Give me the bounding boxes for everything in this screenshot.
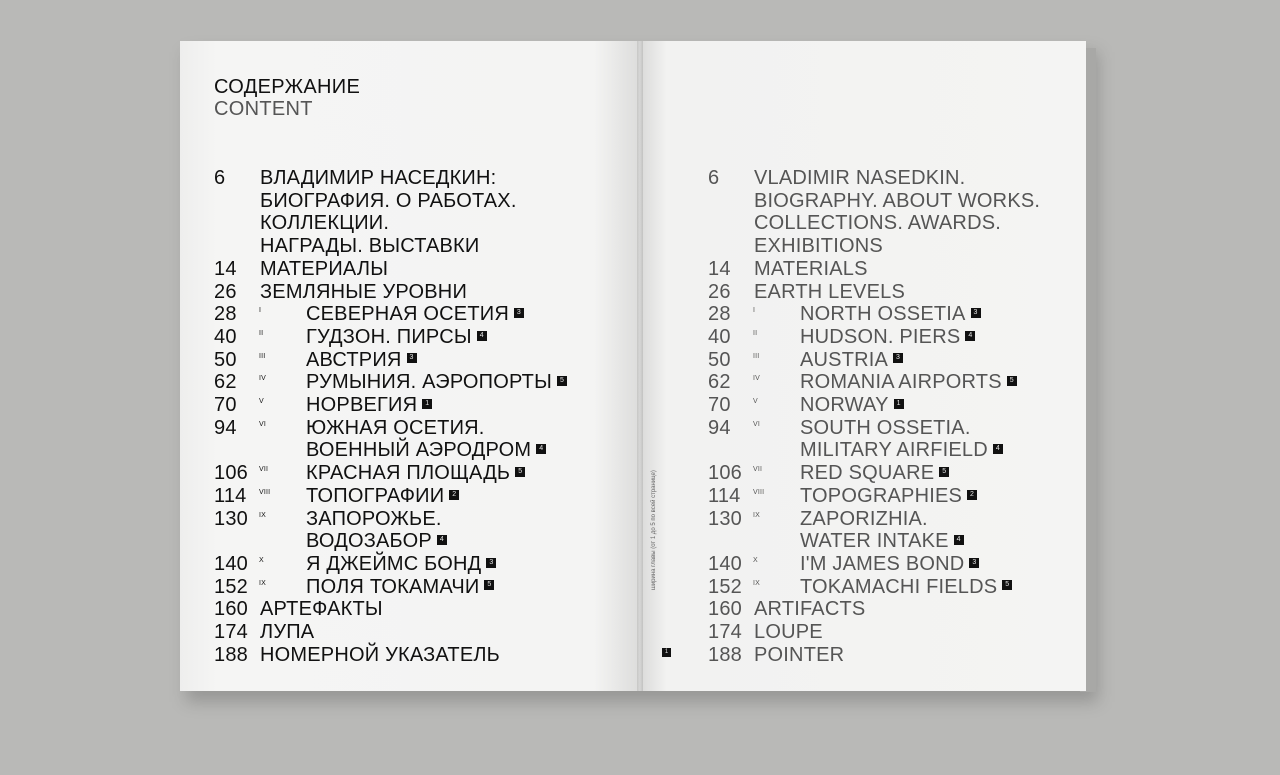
toc-page-number: 6	[214, 167, 226, 189]
toc-title-text: ГУДЗОН. ПИРСЫ	[306, 325, 472, 348]
toc-roman-numeral: I	[259, 307, 262, 315]
toc-title-line	[800, 417, 1040, 440]
toc-title-text: ROMANIA AIRPORTS	[800, 371, 1002, 394]
toc-page-number: 70	[708, 394, 731, 417]
toc-title	[260, 167, 567, 258]
chapter-badge: 4	[993, 444, 1003, 454]
toc-title-line	[306, 303, 567, 326]
chapter-badge: 1	[422, 399, 432, 409]
toc-title-line	[754, 621, 1040, 644]
toc-title-text: HUDSON. PIERS	[800, 325, 961, 348]
toc-roman-numeral: IV	[259, 375, 267, 383]
toc-title-text: МАТЕРИАЛЫ	[260, 257, 389, 280]
toc-title-text: RED SQUARE	[800, 462, 935, 485]
toc-title-line	[754, 167, 1040, 190]
toc-title-text: EARTH LEVELS	[754, 280, 905, 303]
chapter-badge: 3	[486, 558, 496, 568]
toc-page-number: 174	[708, 621, 742, 644]
toc-page-number: 160	[708, 598, 742, 621]
toc-roman-numeral: V	[753, 398, 758, 406]
toc-title-line	[754, 644, 1040, 667]
toc-entry	[708, 258, 1040, 281]
toc-title-text: ZAPORIZHIA.	[800, 507, 928, 530]
chapter-badge: 3	[407, 353, 417, 363]
toc-page-number: 14	[214, 257, 237, 280]
toc-title-text: NORTH OSSETIA	[800, 303, 966, 326]
chapter-badge: 2	[967, 490, 977, 500]
toc-title-line	[260, 598, 567, 621]
toc-title	[800, 394, 1040, 417]
toc-roman-numeral: III	[259, 352, 266, 360]
toc-title-text: БИОГРАФИЯ. О РАБОТАХ.	[260, 189, 517, 212]
toc-page-number: 94	[708, 416, 731, 439]
toc-title-line	[800, 303, 1040, 326]
toc-roman-numeral: I	[753, 307, 756, 315]
toc-entry	[708, 371, 1040, 394]
toc-entry	[708, 553, 1040, 576]
toc-entry	[214, 417, 567, 462]
toc-page-number: 114	[214, 484, 247, 507]
toc-title-text: ВОЕННЫЙ АЭРОДРОМ	[306, 439, 532, 462]
toc-roman-numeral: IX	[753, 579, 761, 587]
toc-page-number: 28	[214, 303, 237, 326]
toc-entry	[214, 621, 567, 644]
chapter-badge: 3	[971, 308, 981, 318]
toc-title-line	[754, 281, 1040, 304]
toc-page-number: 188	[214, 643, 248, 666]
toc-page-number: 106	[214, 462, 248, 485]
toc-entry	[214, 508, 567, 553]
toc-entry	[708, 281, 1040, 304]
chapter-badge: 5	[1007, 376, 1017, 386]
toc-title-text: АВСТРИЯ	[306, 348, 402, 371]
toc-entry	[214, 371, 567, 394]
toc-title-line	[800, 439, 1040, 462]
toc-title-line	[306, 508, 567, 531]
toc-title-line	[800, 530, 1040, 553]
toc-page-number: 50	[214, 348, 237, 371]
toc-page-number: 152	[708, 575, 742, 598]
toc-roman-numeral: V	[259, 398, 264, 406]
toc-title-text: СЕВЕРНАЯ ОСЕТИЯ	[306, 303, 509, 326]
toc-roman-numeral: VIII	[259, 488, 271, 496]
toc-entry	[708, 462, 1040, 485]
toc-title-text: WATER INTAKE	[800, 530, 949, 553]
toc-title-text: POINTER	[754, 643, 845, 666]
toc-title-text: VLADIMIR NASEDKIN.	[754, 167, 966, 189]
toc-page-number: 40	[708, 325, 731, 348]
toc-title	[306, 349, 567, 372]
toc-roman-numeral: X	[259, 556, 264, 564]
toc-title-line	[800, 485, 1040, 508]
toc-title	[754, 281, 1040, 304]
toc-title	[306, 508, 567, 553]
toc-title	[800, 417, 1040, 462]
toc-entry	[708, 485, 1040, 508]
toc-page-number: 26	[708, 280, 731, 303]
toc-page-number: 106	[708, 462, 742, 485]
toc-entry	[708, 598, 1040, 621]
toc-title-text: НАГРАДЫ. ВЫСТАВКИ	[260, 235, 480, 258]
chapter-badge: 2	[449, 490, 459, 500]
toc-title	[800, 326, 1040, 349]
toc-title-line	[260, 258, 567, 281]
toc-title	[800, 576, 1040, 599]
toc-title	[260, 621, 567, 644]
toc-entry	[214, 576, 567, 599]
toc-title-line	[306, 462, 567, 485]
toc-title	[800, 371, 1040, 394]
toc-title	[306, 417, 567, 462]
toc-title-line	[306, 576, 567, 599]
heading-ru: СОДЕРЖАНИЕ	[214, 76, 361, 98]
toc-page-number: 62	[708, 371, 731, 394]
toc-entry	[708, 326, 1040, 349]
toc-english	[708, 167, 1040, 666]
toc-title-text: TOPOGRAPHIES	[800, 484, 963, 507]
toc-entry	[214, 303, 567, 326]
toc-title	[306, 576, 567, 599]
toc-title	[306, 462, 567, 485]
toc-title-line	[260, 281, 567, 304]
toc-title-text: ПОЛЯ ТОКАМАЧИ	[306, 575, 480, 598]
spine-mark: 1	[662, 648, 671, 657]
chapter-badge: 3	[969, 558, 979, 568]
toc-roman-numeral: VIII	[753, 488, 765, 496]
toc-title-text: НОМЕРНОЙ УКАЗАТЕЛЬ	[260, 643, 501, 666]
toc-entry	[708, 621, 1040, 644]
toc-title	[800, 462, 1040, 485]
toc-page-number: 188	[708, 643, 742, 666]
toc-russian	[214, 167, 567, 666]
chapter-badge: 3	[514, 308, 524, 318]
toc-title	[306, 326, 567, 349]
chapter-badge: 4	[536, 444, 546, 454]
toc-title-line	[800, 326, 1040, 349]
toc-title-line	[306, 371, 567, 394]
toc-title	[260, 644, 567, 667]
toc-title-text: ВОДОЗАБОР	[306, 530, 432, 553]
toc-entry	[214, 258, 567, 281]
toc-title-line	[800, 462, 1040, 485]
toc-page-number: 70	[214, 394, 237, 417]
toc-title-text: ЮЖНАЯ ОСЕТИЯ.	[306, 416, 485, 439]
toc-title-line	[260, 190, 567, 213]
toc-title-text: AUSTRIA	[800, 348, 889, 371]
toc-title-line	[260, 621, 567, 644]
toc-title-text: ЛУПА	[260, 621, 315, 644]
toc-title-text: EXHIBITIONS	[754, 235, 883, 258]
toc-title-text: BIOGRAPHY. ABOUT WORKS.	[754, 189, 1041, 212]
toc-entry	[708, 576, 1040, 599]
toc-title	[754, 621, 1040, 644]
toc-roman-numeral: VII	[259, 466, 269, 474]
spine-note: ширина главы (от 1 до 5 по всей странице)	[651, 470, 657, 590]
toc-title-text: АРТЕФАКТЫ	[260, 598, 383, 621]
toc-page-number: 50	[708, 348, 731, 371]
chapter-badge: 5	[1002, 580, 1012, 590]
toc-title	[754, 644, 1040, 667]
toc-entry	[214, 394, 567, 417]
toc-title	[306, 394, 567, 417]
toc-roman-numeral: VI	[753, 420, 761, 428]
toc-entry	[214, 644, 567, 667]
toc-title-line	[306, 530, 567, 553]
toc-title-text: КРАСНАЯ ПЛОЩАДЬ	[306, 462, 511, 485]
toc-entry	[708, 417, 1040, 462]
toc-title-line	[306, 553, 567, 576]
toc-title	[754, 167, 1040, 258]
toc-title	[800, 485, 1040, 508]
toc-title	[800, 303, 1040, 326]
toc-title	[260, 281, 567, 304]
chapter-badge: 5	[515, 467, 525, 477]
chapter-badge: 4	[477, 331, 487, 341]
toc-title	[260, 258, 567, 281]
toc-roman-numeral: II	[753, 329, 758, 337]
toc-page-number: 6	[708, 167, 720, 189]
toc-title-line	[800, 553, 1040, 576]
contents-heading	[214, 76, 360, 120]
toc-roman-numeral: IX	[753, 511, 761, 519]
toc-entry	[708, 167, 1040, 258]
toc-title	[800, 349, 1040, 372]
toc-title-line	[306, 326, 567, 349]
chapter-badge: 5	[484, 580, 494, 590]
toc-title	[306, 485, 567, 508]
toc-title-line	[754, 190, 1040, 213]
toc-title-text: Я ДЖЕЙМС БОНД	[306, 552, 482, 575]
chapter-badge: 4	[965, 331, 975, 341]
toc-roman-numeral: VII	[753, 466, 763, 474]
toc-title-line	[306, 394, 567, 417]
chapter-badge: 1	[894, 399, 904, 409]
toc-title-line	[260, 235, 567, 258]
toc-title	[306, 553, 567, 576]
toc-title-line	[260, 644, 567, 667]
toc-title-line	[800, 576, 1040, 599]
toc-title-line	[800, 508, 1040, 531]
toc-title-text: MATERIALS	[754, 257, 868, 280]
chapter-badge: 5	[557, 376, 567, 386]
toc-title-text: MILITARY AIRFIELD	[800, 439, 988, 462]
toc-title-text: НОРВЕГИЯ	[306, 394, 418, 417]
toc-title	[800, 508, 1040, 553]
toc-entry	[708, 349, 1040, 372]
toc-title-text: SOUTH OSSETIA.	[800, 416, 971, 439]
toc-page-number: 94	[214, 416, 237, 439]
toc-page-number: 130	[708, 507, 742, 530]
toc-title-line	[800, 371, 1040, 394]
toc-page-number: 28	[708, 303, 731, 326]
toc-entry	[708, 394, 1040, 417]
toc-entry	[214, 167, 567, 258]
toc-page-number: 160	[214, 598, 248, 621]
toc-title-line	[754, 212, 1040, 235]
toc-roman-numeral: II	[259, 329, 264, 337]
toc-entry	[708, 508, 1040, 553]
chapter-badge: 4	[954, 535, 964, 545]
toc-title-text: LOUPE	[754, 621, 823, 644]
toc-title	[306, 371, 567, 394]
toc-entry	[214, 553, 567, 576]
toc-title-text: ТОПОГРАФИИ	[306, 484, 445, 507]
toc-title-text: COLLECTIONS. AWARDS.	[754, 212, 1002, 235]
toc-entry	[214, 462, 567, 485]
chapter-badge: 5	[939, 467, 949, 477]
toc-page-number: 174	[214, 621, 248, 644]
toc-title-text: NORWAY	[800, 394, 889, 417]
chapter-badge: 4	[437, 535, 447, 545]
toc-title-text: ЗЕМЛЯНЫЕ УРОВНИ	[260, 280, 468, 303]
toc-title-text: РУМЫНИЯ. АЭРОПОРТЫ	[306, 371, 552, 394]
toc-title-text: КОЛЛЕКЦИИ.	[260, 212, 390, 235]
toc-page-number: 140	[708, 552, 742, 575]
toc-roman-numeral: IX	[259, 579, 267, 587]
toc-title-line	[306, 349, 567, 372]
toc-title-text: TOKAMACHI FIELDS	[800, 575, 998, 598]
toc-title-line	[260, 212, 567, 235]
toc-title-line	[260, 167, 567, 190]
toc-title-line	[306, 439, 567, 462]
toc-roman-numeral: X	[753, 556, 758, 564]
toc-title	[306, 303, 567, 326]
toc-page-number: 14	[708, 257, 731, 280]
toc-page-number: 40	[214, 325, 237, 348]
toc-title	[754, 598, 1040, 621]
toc-title-text: ЗАПОРОЖЬЕ.	[306, 507, 442, 530]
toc-roman-numeral: III	[753, 352, 760, 360]
toc-title-text: I'M JAMES BOND	[800, 552, 965, 575]
toc-title-line	[800, 349, 1040, 372]
toc-title	[754, 258, 1040, 281]
toc-title-text: ARTIFACTS	[754, 598, 866, 621]
toc-page-number: 62	[214, 371, 237, 394]
heading-en: CONTENT	[214, 98, 313, 120]
toc-roman-numeral: IV	[753, 375, 761, 383]
toc-entry	[708, 644, 1040, 667]
toc-title-line	[754, 235, 1040, 258]
toc-page-number: 26	[214, 280, 237, 303]
toc-roman-numeral: VI	[259, 420, 267, 428]
toc-title-text: ВЛАДИМИР НАСЕДКИН:	[260, 167, 497, 189]
toc-title	[260, 598, 567, 621]
toc-title-line	[754, 598, 1040, 621]
toc-title-line	[306, 485, 567, 508]
toc-title-line	[306, 417, 567, 440]
toc-page-number: 130	[214, 507, 248, 530]
toc-entry	[214, 281, 567, 304]
toc-entry	[708, 303, 1040, 326]
toc-entry	[214, 598, 567, 621]
toc-entry	[214, 326, 567, 349]
toc-entry	[214, 485, 567, 508]
toc-roman-numeral: IX	[259, 511, 267, 519]
chapter-badge: 3	[893, 353, 903, 363]
book-gutter	[637, 41, 643, 691]
toc-title-line	[754, 258, 1040, 281]
toc-page-number: 140	[214, 552, 248, 575]
toc-entry	[214, 349, 567, 372]
toc-page-number: 114	[708, 484, 741, 507]
toc-title	[800, 553, 1040, 576]
toc-page-number: 152	[214, 575, 248, 598]
toc-title-line	[800, 394, 1040, 417]
